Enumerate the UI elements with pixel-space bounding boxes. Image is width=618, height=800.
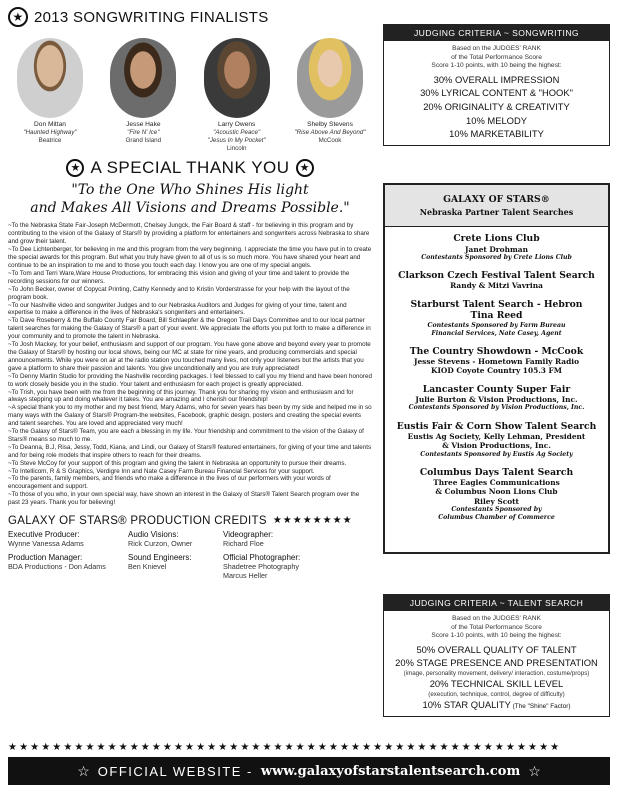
star-row-decoration: ★★★★★★★★ [272,515,353,527]
finalist-song: "Rise Above And Beyond" [294,129,366,137]
partner-entry [389,421,604,459]
credit-role: Production Manager: [8,553,83,563]
finalist-name: Don Mittan [34,121,66,128]
star-divider: ★★★★★★★★★★★★★★★★★★★★★★★★★★★★★★★★★★★★★★★★★★★★★★★★★★ [8,742,562,753]
criteria-item [384,656,609,670]
finalist-name: Jesse Hake [126,121,161,128]
finalist-card [12,38,88,152]
partner-name: Crete Lions Club [453,233,540,244]
finalist-town: McCook [318,136,342,144]
credit-role: Sound Engineers: [128,553,192,563]
thank-you-paragraph: ~To Steve McCoy for your support of this program and giving the talent in Nebraska an opportunity to pursue their dreams. [8,459,347,467]
songwriting-criteria-box [383,24,610,146]
partner-contact: Tina Reed [470,310,523,322]
thank-you-paragraph: ~To our Nashville video and songwriter Judges and to our Nebraska Auditors and Judges for giving of your time, talent and expertise to make a difference in the lives of Nebraska's songwriters and entertainers. [8,301,347,317]
finalists-title: 2013 SONGWRITING FINALISTS [34,8,269,26]
partner-contact: Jesse Stevens - Hometown Family Radio [413,357,580,367]
partner-entry [389,384,604,413]
finalist-photo [204,38,270,118]
finalists-heading [8,6,372,28]
thank-you-paragraph: ~To Trish, you have been with me from the beginning of this journey. Thank you for sharing my vision and enthusiasm and for always stepping up and doing whatever it takes. You are amazing and I cherish our friendship! [8,388,354,404]
website-footer [8,757,610,785]
criteria-item: 10% MELODY [466,114,527,126]
partner-sponsor: Contestants Sponsored by Vision Productions, Inc. [408,404,585,412]
finalist-town: Grand Island [125,136,162,144]
criteria-item-detail: (image, personality movement, delivery/ interaction, costume/props) [403,669,590,677]
criteria-item: 10% MARKETABILITY [449,128,544,140]
footer-label: OFFICIAL WEBSITE - [97,763,253,779]
thank-you-paragraph: ~A special thank you to my mother and my best friend, Mary Adams, who for seven years has been by my side and helped me in so many ways with the Galaxy of Stars® Program-the websites, Facebook, graphic design, posters and creating the special events and talent searches. You are loved and appreciated very much! [8,404,372,428]
credits-heading [8,513,372,528]
partner-sponsor: Columbus Chamber of Commerce [438,513,555,521]
credits-column [128,530,223,585]
partner-searches-heading [385,185,608,227]
credit-role: Audio Visions: [128,530,179,540]
talent-criteria-box [383,594,610,717]
criteria-item: 20% ORIGINALITY & CREATIVITY [423,100,570,112]
partner-contact: Three Eagles Communications [433,478,560,488]
thank-you-title: A SPECIAL THANK YOU [90,158,290,178]
thank-you-paragraph: ~To Deanna, B.J, Risa, Jessy, Todd, Kiana, and Lindi, our Galaxy of Stars® featured entertainers, for giving of your time and talents and for being role models that inspire others to reach for their dreams. [8,443,372,459]
thank-you-paragraph: ~To Denny Martin Studio for providing the Nashville recording packages. I feel blessed to call you my friend and have been honored to work closely beside you in the studio. Your talent and enthusiasm for each project is greatly appreciated. [8,372,372,388]
songwriting-criteria-heading [384,25,609,41]
credits-column [8,530,128,585]
star-icon: ★ [296,159,314,177]
finalist-song: "Jesus In My Pocket" [207,136,266,144]
finalist-town: Lincoln [226,144,247,152]
criteria-item-note: (The "Shine" Factor) [510,703,571,711]
thank-you-paragraph: ~To Tom and Terri Ware,Ware House Productions, for embracing this vision and giving of your time and talent to provide the recording sessions for our winners. [8,269,350,285]
finalist-photo [17,38,83,118]
partner-contact: Janet Drohman [465,244,528,254]
thank-you-paragraph: ~To the Galaxy of Stars® Team, you are each a blessing in my life. Your friendship and commitment to the vision of the Galaxy of Stars® means so much to me. [8,428,364,443]
partner-sponsor: Financial Services, Nate Casey, Agent [431,329,562,337]
finalist-card [199,38,275,152]
finalist-card [292,38,368,152]
thank-you-heading [8,158,372,178]
partner-sponsor: Contestants Sponsored by [451,505,542,513]
partner-contact: Riley Scott [474,496,519,506]
partner-searches-title: GALAXY OF STARS® [443,194,550,205]
talent-criteria-intro [384,615,609,641]
star-icon: ☆ [77,762,90,779]
dedication-quote [8,182,372,217]
credit-role: Videographer: [223,530,274,540]
credit-name: Rick Curzon, Owner [128,538,193,548]
partner-contact: & Columbus Noon Lions Club [435,487,558,497]
credit-role: Official Photographer: [223,553,301,563]
thank-you-paragraph: ~To Dave Roseberry & the Buffalo County Fair Board, Bill Schlaepfer & the Oregon Trail Days Committee and to our local partner talent searches for making the Galaxy of Stars® a part of your event. We appreciate the efforts you put forth to make a difference in your community and to promote the talent in Nebraska. [8,317,371,341]
talent-criteria-title: JUDGING CRITERIA ~ TALENT SEARCH [409,598,584,608]
partner-searches-subtitle: Nebraska Partner Talent Searches [419,207,574,217]
talent-criteria-heading [384,595,609,611]
finalist-photo [110,38,176,118]
criteria-item [384,677,609,691]
partner-sponsor: Contestants Sponsored by Farm Bureau [427,321,566,329]
criteria-intro-line: Based on the JUDGES' RANK [452,45,541,52]
partner-list [385,227,608,522]
quote-line: "To the One Who Shines His light [71,182,309,199]
credit-entry [223,530,343,548]
partner-entry [389,467,604,522]
criteria-item [384,643,609,657]
criteria-item-text: 20% TECHNICAL SKILL LEVEL [429,678,564,690]
credit-entry [128,530,223,548]
partner-contact: & Vision Productions, Inc. [442,441,551,451]
partner-contact: Eustis Ag Society, Kelly Lehman, President [407,432,586,441]
credits-title: GALAXY OF STARS® PRODUCTION CREDITS [8,514,267,527]
partner-entry [389,346,604,376]
songwriting-criteria-title: JUDGING CRITERIA ~ SONGWRITING [413,28,580,38]
star-icon: ★ [66,159,84,177]
credit-entry [8,530,128,548]
criteria-item-detail: (execution, technique, control, degree of difficulty) [428,691,565,698]
credit-name: Marcus Heller [223,570,268,580]
partner-name: Lancaster County Super Fair [422,383,571,395]
partner-name: The Country Showdown - McCook [409,345,584,357]
credits-column [223,530,343,585]
partner-entry [389,233,604,262]
finalist-name: Larry Owens [217,121,256,128]
finalist-photo [297,38,363,118]
finalist-town: Beatrice [38,136,62,144]
partner-searches-box [383,183,610,554]
partner-contact: Randy & Mitzi Vavrina [450,281,543,291]
thank-you-paragraph: ~To Dee Lichtenberger, for believing in me and this program from the very beginning. I appreciate the time you have put in to create the special awards for this program. But what you truly have given to all of us is so much more. You have shared your heart and continue to be an inspiration to me and to those you touch each day. I know you are one of my special angels. [8,246,372,270]
quote-line: and Makes All Visions and Dreams Possible." [30,199,350,216]
partner-name: Eustis Fair & Corn Show Talent Search [396,420,597,432]
partner-name: Clarkson Czech Festival Talent Search [398,269,595,281]
criteria-item: 30% LYRICAL CONTENT & "HOOK" [420,87,573,99]
credit-name: Richard Floe [223,538,264,548]
finalist-name: Shelby Stevens [307,121,353,128]
credit-name: Shadetree Photography [223,561,299,571]
finalist-card [105,38,181,152]
partner-entry [389,270,604,291]
criteria-item: 30% OVERALL IMPRESSION [433,73,560,85]
thank-you-paragraph: ~To those of you who, in your own special way, have shown an interest in the Galaxy of Stars® Talent Search program over the past 23 years. Thank you for believing! [8,491,360,507]
website-link[interactable]: www.galaxyofstarstalentsearch.com [260,763,521,779]
thank-you-paragraph: ~To John Becker, owner of Copycat Printing, Cathy Kennedy and to Kristin Vorderstrasse for your help with the layout of the program book. [8,285,350,301]
partner-entry [389,299,604,338]
credit-entry [223,553,343,580]
partner-contact: Julie Burton & Vision Productions, Inc. [415,395,578,405]
finalist-song: "Acoustic Peace" [213,129,261,137]
credit-name: BDA Productions - Don Adams [8,561,106,571]
thank-you-paragraph: ~To Intellicom, R & S Graphics, Verdigre Inn and Nate Casey Farm Bureau Financial Services for your support. [8,467,315,475]
criteria-intro-line: Based on the JUDGES' RANK [452,615,541,622]
credit-name: Ben Knievel [128,561,167,571]
criteria-item-text: 50% OVERALL QUALITY OF TALENT [416,643,577,655]
songwriting-criteria-items [384,73,609,145]
talent-criteria-items [384,643,609,716]
finalist-song: "Fire N' Ice" [127,129,160,137]
credit-role: Executive Producer: [8,530,80,540]
credit-entry [8,553,128,571]
criteria-intro-line: Score 1-10 points, with 10 being the highest: [431,62,562,70]
finalist-song: "Haunted Highway" [23,129,77,137]
thank-you-list [8,222,372,507]
partner-sponsor: Contestants Sponsored by Crete Lions Club [421,253,572,261]
songwriting-criteria-intro [384,45,609,71]
thank-you-paragraph: ~To Josh Mackey, for your belief, enthusiasm and support of our program. You have gone above and beyond every year to promote the Galaxy of Stars® by hosting our local shows, being our MC at state for nine years, and producing commercials and special announcements. While you were on air at the radio station you touched many lives, not only your listeners but the artists that you gave a platform to share their passion and talents. You give unconditionally and you are truly appreciated! [8,341,371,372]
criteria-intro-line: of the Total Performance Score [451,623,542,631]
criteria-intro-line: Score 1-10 points, with 10 being the highest: [431,632,562,640]
criteria-intro-line: of the Total Performance Score [451,53,542,61]
star-icon: ☆ [528,762,541,779]
criteria-item [384,698,609,712]
credit-entry [128,553,223,571]
credit-name: Wynne Vanessa Adams [8,538,84,548]
criteria-item-text: 20% STAGE PRESENCE AND PRESENTATION [395,657,598,669]
production-credits [8,513,372,585]
credits-grid [8,530,372,585]
finalists-row [8,38,372,152]
partner-sponsor: Contestants Sponsored by Eustis Ag Society [420,450,573,458]
criteria-item-text: 10% STAR QUALITY [422,699,511,711]
star-icon: ★ [8,7,28,27]
left-column [8,6,372,585]
thank-you-paragraph: ~To the parents, family members, and friends who make a difference in the lives of our performers with your words of encouragement and support. [8,475,331,491]
partner-name: Columbus Days Talent Search [419,466,574,478]
partner-contact: KIOD Coyote Country 105.3 FM [431,366,562,376]
thank-you-paragraph: ~To the Nebraska State Fair-Joseph McDermott, Chelsey Jungck, the Fair Board & staff - for believing in this program and by contributing to the vision of the Galaxy of Stars® by providing a platform for entertainers and songwriters across Nebraska to share and grow their talent. [8,222,370,246]
partner-name: Starburst Talent Search - Hebron [410,298,583,310]
